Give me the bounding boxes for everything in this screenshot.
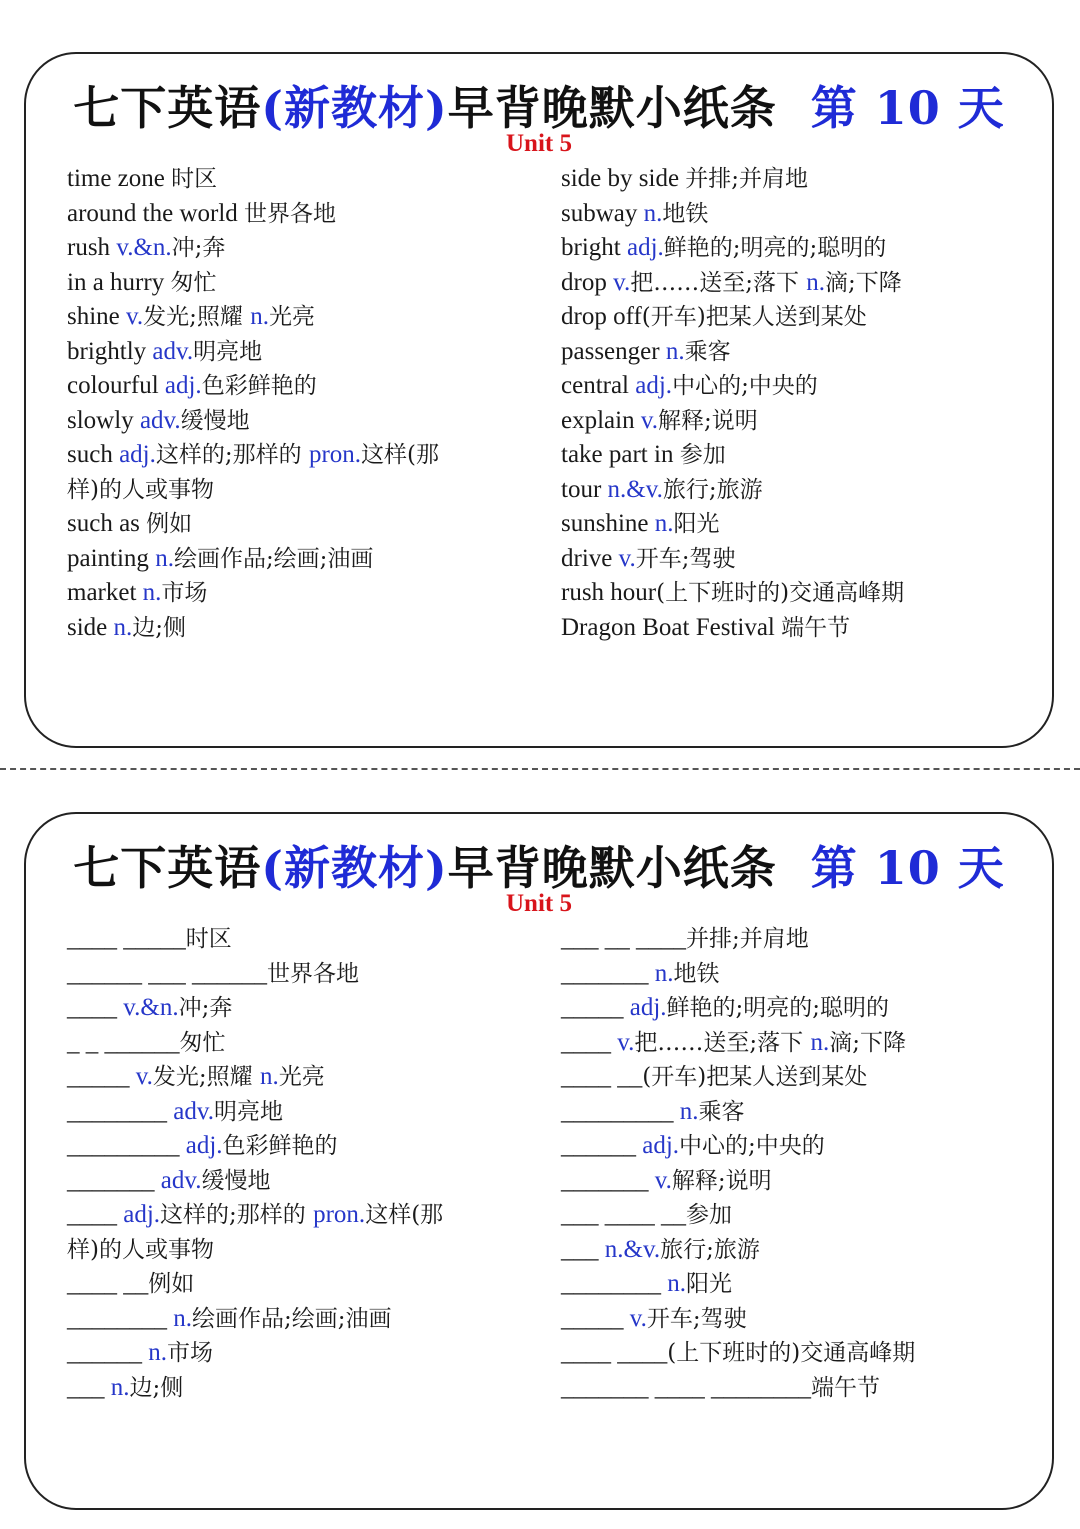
quiz-line — [561, 1371, 1041, 1406]
chinese-meaning: 绘画作品;绘画;油画 — [192, 1305, 392, 1332]
chinese-meaning: 滴;下降 — [829, 1029, 906, 1056]
vocab-line — [561, 162, 1041, 197]
chinese-meaning: 时区 — [171, 166, 218, 192]
chinese-meaning: 中心的;中央的 — [672, 373, 818, 399]
chinese-meaning: 这样的;那样的 — [160, 1202, 314, 1228]
part-of-speech: n. — [110, 1373, 130, 1401]
chinese-meaning: 样)的人或事物 — [67, 476, 214, 503]
english-term: tour — [561, 475, 608, 503]
part-of-speech: n. — [665, 337, 685, 365]
blank-answer: _______ — [561, 959, 655, 987]
english-term: colourful — [67, 372, 165, 399]
part-of-speech: pron. — [313, 1201, 366, 1228]
chinese-meaning: 参加 — [679, 442, 726, 468]
chinese-meaning: 世界各地 — [244, 200, 337, 227]
english-term: drop — [561, 268, 614, 296]
blank-answer: ______ — [67, 1339, 149, 1366]
vocab-left-column — [67, 162, 537, 645]
blank-answer: ___ — [67, 1373, 111, 1401]
part-of-speech: v. — [629, 1304, 647, 1332]
quiz-line — [561, 1267, 1041, 1302]
quiz-line — [561, 1060, 1041, 1095]
english-term: sunshine — [561, 510, 655, 537]
part-of-speech: v. — [613, 268, 631, 296]
quiz-line — [561, 1026, 1041, 1061]
chinese-meaning: 鲜艳的;明亮的;聪明的 — [663, 235, 887, 261]
quiz-card — [24, 812, 1054, 1510]
chinese-meaning: 旅行;旅游 — [660, 1236, 760, 1263]
blank-answer: ____ — [67, 1201, 124, 1228]
vocab-line — [67, 369, 537, 404]
chinese-meaning: 这样的;那样的 — [155, 442, 309, 468]
english-term: shine — [67, 303, 127, 330]
chinese-meaning: 例如 — [146, 511, 193, 537]
vocab-line — [561, 231, 1041, 266]
quiz-line — [67, 1198, 537, 1233]
quiz-line — [67, 957, 537, 992]
blank-answer: ________ — [67, 1304, 174, 1332]
english-term: bright — [561, 234, 627, 261]
chinese-meaning: 旅行;旅游 — [662, 476, 763, 503]
title-day: 第 10 天 — [810, 81, 1005, 135]
blank-answer: ____ ____ — [561, 1339, 668, 1366]
vocab-line — [561, 300, 1041, 335]
english-term: drop off — [561, 303, 642, 330]
english-term: market — [67, 579, 143, 606]
quiz-line — [67, 922, 537, 957]
quiz-line — [561, 1302, 1041, 1337]
part-of-speech: v. — [640, 406, 658, 434]
vocab-line — [67, 404, 537, 439]
part-of-speech: adj. — [629, 994, 667, 1021]
part-of-speech: n. — [679, 1097, 699, 1125]
part-of-speech: v.&n. — [123, 994, 179, 1021]
part-of-speech: adj. — [164, 372, 202, 399]
quiz-line — [561, 1129, 1041, 1164]
title-part1: 七下英语 — [73, 841, 262, 895]
quiz-line — [67, 1267, 537, 1302]
vocab-line — [67, 162, 537, 197]
part-of-speech: n.&v. — [604, 1235, 661, 1263]
title-part2: (新教材) — [261, 81, 448, 135]
part-of-speech: n. — [259, 1063, 279, 1090]
english-term: rush — [67, 234, 117, 261]
part-of-speech: n. — [654, 959, 674, 987]
quiz-line — [561, 957, 1041, 992]
english-term: subway — [561, 199, 644, 227]
chinese-meaning: 市场 — [167, 1340, 213, 1366]
english-term: time zone — [67, 165, 172, 192]
blank-answer: _________ — [561, 1097, 680, 1125]
part-of-speech: n. — [806, 268, 826, 296]
title-part3: 早背晚默小纸条 — [447, 841, 777, 895]
quiz-line — [67, 1026, 537, 1061]
chinese-meaning: 乘客 — [684, 338, 731, 365]
part-of-speech: adj. — [635, 372, 673, 399]
quiz-line — [67, 1336, 537, 1371]
vocab-line — [561, 542, 1041, 577]
english-term: Dragon Boat Festival — [561, 613, 782, 641]
chinese-meaning: 光亮 — [278, 1064, 325, 1090]
chinese-meaning: (开车)把某人送到某处 — [642, 1064, 868, 1090]
quiz-line — [67, 1302, 537, 1337]
english-term: painting — [67, 544, 156, 572]
chinese-meaning: 把……送至;落下 — [630, 269, 807, 296]
chinese-meaning: 乘客 — [698, 1098, 745, 1125]
part-of-speech: adj. — [626, 234, 664, 261]
chinese-meaning: 滴;下降 — [825, 269, 902, 296]
card-title — [26, 72, 1052, 138]
vocab-line — [561, 576, 1041, 611]
vocab-line — [67, 335, 537, 370]
chinese-meaning: 绘画作品;绘画;油画 — [173, 545, 374, 572]
chinese-meaning: 色彩鲜艳的 — [201, 373, 317, 399]
vocab-line — [67, 231, 537, 266]
part-of-speech: v. — [654, 1166, 672, 1194]
part-of-speech: n. — [810, 1028, 830, 1056]
part-of-speech: n. — [250, 303, 269, 330]
quiz-line — [67, 1129, 537, 1164]
blank-answer: _______ — [561, 1166, 655, 1194]
vocab-line — [561, 438, 1041, 473]
part-of-speech: pron. — [308, 441, 362, 468]
chinese-meaning: (开车)把某人送到某处 — [641, 304, 867, 330]
chinese-meaning: 中心的;中央的 — [679, 1133, 825, 1159]
chinese-meaning: 缓慢地 — [201, 1167, 271, 1194]
part-of-speech: adv. — [173, 1097, 214, 1125]
vocab-line — [561, 611, 1041, 646]
blank-answer: _____ — [561, 1304, 630, 1332]
quiz-right-column — [561, 922, 1041, 1405]
chinese-meaning: 这样(那 — [365, 1202, 444, 1228]
blank-answer: ______ — [561, 1132, 643, 1159]
part-of-speech: adj. — [185, 1132, 223, 1159]
chinese-meaning: 端午节 — [781, 614, 851, 641]
vocab-line — [67, 300, 537, 335]
english-term: passenger — [561, 337, 666, 365]
blank-answer: ________ — [67, 1097, 174, 1125]
blank-answer: _______ ____ ________ — [561, 1373, 811, 1401]
part-of-speech: n. — [654, 510, 674, 537]
vocab-line — [67, 197, 537, 232]
part-of-speech: n. — [148, 1339, 167, 1366]
chinese-meaning: 明亮地 — [213, 1098, 283, 1125]
title-part3: 早背晚默小纸条 — [447, 81, 777, 135]
part-of-speech: v. — [617, 1028, 635, 1056]
chinese-meaning: 把……送至;落下 — [634, 1029, 811, 1056]
blank-answer: ____ _____ — [67, 925, 186, 952]
part-of-speech: adj. — [123, 1201, 161, 1228]
quiz-line — [67, 1164, 537, 1199]
part-of-speech: v.&n. — [116, 234, 172, 261]
chinese-meaning: 光亮 — [268, 304, 315, 330]
cut-line-divider — [0, 768, 1080, 770]
part-of-speech: n. — [643, 199, 663, 227]
unit-label: Unit 5 — [506, 890, 572, 917]
blank-answer: _____ — [561, 994, 630, 1021]
chinese-meaning: 地铁 — [673, 960, 720, 987]
quiz-left-column — [67, 922, 537, 1405]
vocab-line — [561, 266, 1041, 301]
quiz-line — [561, 1095, 1041, 1130]
blank-answer: ____ __ — [561, 1063, 643, 1090]
chinese-meaning: 开车;驾驶 — [646, 1305, 747, 1332]
english-term: around the world — [67, 199, 245, 227]
quiz-line — [561, 1233, 1041, 1268]
chinese-meaning: 缓慢地 — [180, 407, 250, 434]
chinese-meaning: (上下班时的)交通高峰期 — [667, 1340, 916, 1366]
english-term: explain — [561, 406, 641, 434]
part-of-speech: n. — [142, 579, 162, 606]
vocab-line — [67, 438, 537, 473]
part-of-speech: v. — [135, 1063, 153, 1090]
chinese-meaning: 阳光 — [686, 1271, 732, 1297]
english-term: drive — [561, 544, 619, 572]
blank-answer: ______ ___ ______ — [67, 959, 267, 987]
vocab-line — [67, 507, 537, 542]
blank-answer: _____ — [67, 1063, 136, 1090]
card-title — [26, 832, 1052, 898]
chinese-meaning: 并排;并肩地 — [686, 926, 809, 952]
vocab-line — [67, 611, 537, 646]
vocab-line — [561, 473, 1041, 508]
unit-label: Unit 5 — [506, 130, 572, 157]
english-term: take part in — [561, 441, 680, 468]
chinese-meaning: 鲜艳的;明亮的;聪明的 — [666, 995, 890, 1021]
chinese-meaning: 时区 — [185, 926, 232, 952]
chinese-meaning: (上下班时的)交通高峰期 — [656, 580, 905, 606]
chinese-meaning: 明亮地 — [193, 338, 263, 365]
quiz-line — [67, 1060, 537, 1095]
vocab-line — [561, 369, 1041, 404]
quiz-line — [67, 1371, 537, 1406]
chinese-meaning: 发光;照耀 — [143, 304, 251, 330]
chinese-meaning: 解释;说明 — [671, 1167, 772, 1194]
part-of-speech: n. — [173, 1304, 192, 1332]
quiz-line — [561, 1336, 1041, 1371]
chinese-meaning: 样)的人或事物 — [67, 1236, 214, 1263]
chinese-meaning: 冲;奔 — [171, 235, 226, 261]
english-term: side — [67, 613, 114, 641]
english-term: brightly — [67, 337, 153, 365]
chinese-meaning: 世界各地 — [267, 960, 359, 987]
english-term: slowly — [67, 406, 140, 434]
vocab-line — [67, 576, 537, 611]
blank-answer: ___ ____ __ — [561, 1201, 686, 1228]
chinese-meaning: 匆忙 — [179, 1029, 226, 1056]
part-of-speech: adj. — [642, 1132, 680, 1159]
part-of-speech: v. — [126, 303, 144, 330]
quiz-line — [561, 922, 1041, 957]
english-term: in a hurry — [67, 268, 171, 296]
english-term: such — [67, 441, 120, 468]
chinese-meaning: 阳光 — [673, 511, 720, 537]
vocab-line — [561, 507, 1041, 542]
quiz-line — [561, 1164, 1041, 1199]
vocab-line — [561, 197, 1041, 232]
blank-answer: ___ __ ____ — [561, 925, 686, 952]
part-of-speech: adv. — [139, 406, 181, 434]
title-part2: (新教材) — [261, 841, 448, 895]
vocab-line — [561, 335, 1041, 370]
chinese-meaning: 解释;说明 — [657, 407, 758, 434]
vocab-line — [561, 404, 1041, 439]
chinese-meaning: 开车;驾驶 — [635, 545, 736, 572]
title-part1: 七下英语 — [73, 81, 262, 135]
blank-answer: ____ — [561, 1028, 618, 1056]
quiz-line — [67, 991, 537, 1026]
blank-answer: ________ — [561, 1270, 668, 1297]
chinese-meaning: 冲;奔 — [178, 995, 233, 1021]
title-day: 第 10 天 — [810, 841, 1005, 895]
chinese-meaning: 边;侧 — [129, 1374, 184, 1401]
part-of-speech: v. — [618, 544, 636, 572]
chinese-meaning: 地铁 — [662, 200, 709, 227]
chinese-meaning: 色彩鲜艳的 — [222, 1133, 338, 1159]
english-term: such as — [67, 510, 147, 537]
part-of-speech: adv. — [160, 1166, 202, 1194]
english-term: rush hour — [561, 579, 657, 606]
chinese-meaning: 发光;照耀 — [152, 1064, 260, 1090]
blank-answer: _______ — [67, 1166, 161, 1194]
chinese-meaning: 并排;并肩地 — [685, 166, 809, 192]
english-term: side by side — [561, 165, 686, 192]
quiz-line — [67, 1233, 537, 1268]
part-of-speech: adj. — [119, 441, 156, 468]
blank-answer: _________ — [67, 1132, 186, 1159]
vocab-line — [67, 266, 537, 301]
blank-answer: ____ — [67, 994, 124, 1021]
vocab-line — [67, 542, 537, 577]
quiz-line — [67, 1095, 537, 1130]
chinese-meaning: 例如 — [148, 1271, 195, 1297]
part-of-speech: adv. — [152, 337, 194, 365]
quiz-line — [561, 1198, 1041, 1233]
chinese-meaning: 参加 — [686, 1202, 732, 1228]
part-of-speech: n.&v. — [607, 475, 663, 503]
part-of-speech: n. — [667, 1270, 686, 1297]
chinese-meaning: 边;侧 — [132, 614, 187, 641]
chinese-meaning: 这样(那 — [361, 442, 439, 468]
quiz-line — [561, 991, 1041, 1026]
chinese-meaning: 端午节 — [811, 1374, 880, 1401]
vocab-right-column — [561, 162, 1041, 645]
blank-answer: ____ __ — [67, 1270, 149, 1297]
chinese-meaning: 匆忙 — [170, 269, 217, 296]
vocab-card — [24, 52, 1054, 748]
blank-answer: ___ — [561, 1235, 605, 1263]
part-of-speech: n. — [155, 544, 174, 572]
part-of-speech: n. — [113, 613, 133, 641]
chinese-meaning: 市场 — [161, 580, 208, 606]
vocab-line — [67, 473, 537, 508]
blank-answer: _ _ ______ — [67, 1028, 180, 1056]
english-term: central — [561, 372, 636, 399]
